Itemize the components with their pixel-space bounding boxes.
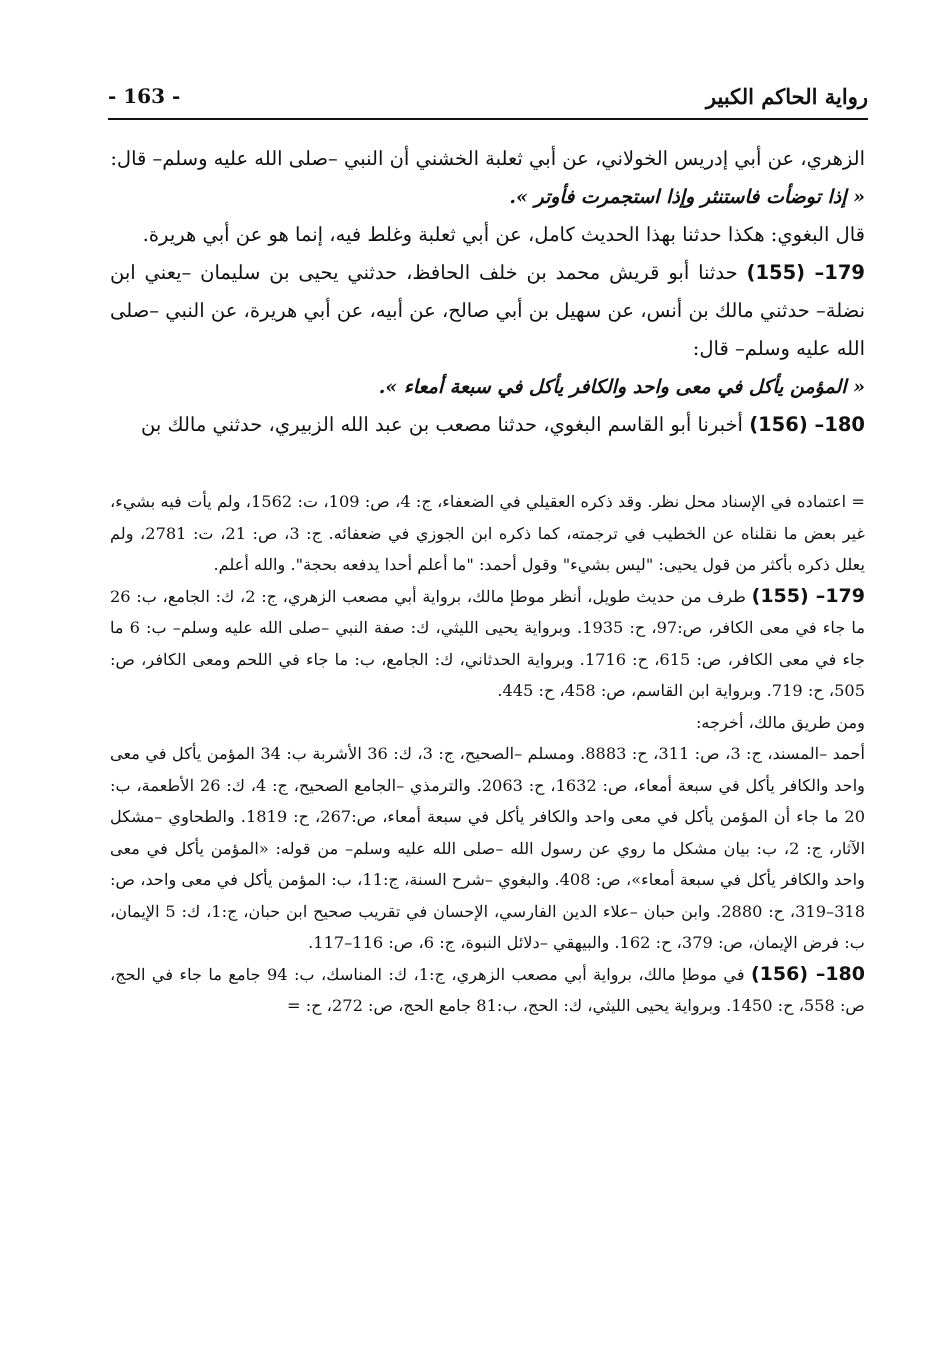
entry-text: حدثنا أبو قريش محمد بن خلف الحافظ، حدثني يحيى بن سليمان –يعني ابن نضلة– حدثني مالك بن أنس، عن سهيل بن أبي صالح، عن أبيه، عن أبي هريرة، عن النبي –صلى الله عليه وسلم– قال:	[110, 261, 865, 360]
footnote-text: في موطإ مالك، برواية أبي مصعب الزهري، ج:1، ك: المناسك، ب: 94 جامع ما جاء في الحج، ص: 558، ح: 1450. وبرواية يحيى الليثي، ك: الحج، ب:81 جامع الحج، ص: 272، ح: =	[110, 964, 865, 1015]
footnote-intro: ومن طريق مالك، أخرجه:	[695, 712, 865, 732]
page-header	[108, 78, 868, 118]
running-title: رواية الحاكم الكبير	[705, 84, 868, 109]
footnote-text: طرف من حديث طويل، أنظر موطإ مالك، برواية أبي مصعب الزهري، ج: 2، ك: الجامع، ب: 26 ما جاء في معى الكافر، ص:97، ح: 1935. وبرواية يحيى الليثي، ك: صفة النبي –صلى الله عليه وسلم– ب: 6 ما جاء في معى الكافر، ص: 615، ح: 1716. وبرواية الحدثاني، ك: الجامع، ب: ما جاء في اللحم ومعى الكافر، ص: 505، ح: 719. وبرواية ابن القاسم، ص: 458، ح: 445.	[110, 586, 865, 700]
footnotes	[110, 486, 865, 1022]
footnote-number: 179– (155)	[751, 584, 865, 607]
footnote-179	[110, 581, 865, 707]
hadith-text: « إذا توضأت فاستنثر وإذا استجمرت فأوتر ».	[509, 186, 865, 208]
hadith-quote	[110, 368, 865, 406]
hadith-text: « المؤمن يأكل في معى واحد والكافر يأكل في سبعة أمعاء ».	[378, 376, 865, 398]
footnote-sources: أحمد –المسند، ج: 3، ص: 311، ح: 8883. ومسلم –الصحيح، ج: 3، ك: 36 الأشربة ب: 34 المؤمن يأكل في معى واحد والكافر يأكل في سبعة أمعاء، ص: 1632، ح: 2063. والترمذي –الجامع الصحيح، ج: 4، ك: 26 الأطعمة، ب: 20 ما جاء أن المؤمن يأكل في معى واحد والكافر يأكل في سبعة أمعاء، ص:267، ح: 1819. والطحاوي –مشكل الآثار، ج: 2، ب: بيان مشكل ما روي عن رسول الله –صلى الله عليه وسلم– من قوله: «المؤمن يأكل في معى واحد والكافر يأكل في سبعة أمعاء»، ص: 408. والبغوي –شرح السنة، ج:11، ب: المؤمن يأكل في معى واحد، ص: 318–319، ح: 2880. وابن حبان –علاء الدين الفارسي، الإحسان في تقريب صحيح ابن حبان، ج:1، ك: 5 الإيمان، ب: فرض الإيمان، ص: 379، ح: 162. والبيهقي –دلائل النبوة، ج: 6، ص: 116–117.	[110, 744, 866, 952]
hadith-entry-179	[110, 254, 865, 368]
entry-number: 179– (155)	[746, 261, 866, 284]
header-divider	[108, 118, 868, 120]
main-text	[110, 140, 865, 444]
entry-number: 180– (156)	[749, 413, 865, 436]
hadith-quote	[110, 178, 865, 216]
footnote-180	[110, 959, 865, 1022]
hadith-entry-180	[110, 406, 865, 444]
page-number: - 163 -	[108, 84, 181, 108]
text-line: قال البغوي: هكذا حدثنا بهذا الحديث كامل، عن أبي ثعلبة وغلط فيه، إنما هو عن أبي هريرة.	[142, 223, 865, 246]
footnote-continuation: = اعتماده في الإسناد محل نظر. وقد ذكره العقيلي في الضعفاء، ج: 4، ص: 109، ت: 1562، ولم يأت فيه بشيء، غير بعض ما نقلناه عن الخطيب في ترجمته، كما ذكره ابن الجوزي في ضعفائه. ج: 3، ص: 21، ت: 2781، ولم يعلل ذكره بأكثر من قول يحيى: "ليس بشيء" وقول أحمد: "ما أعلم أحدا يدفعه بحجة". والله أعلم.	[110, 492, 865, 574]
text-line: الزهري، عن أبي إدريس الخولاني، عن أبي ثعلبة الخشني أن النبي –صلى الله عليه وسلم– قال:	[110, 147, 865, 170]
footnote-number: 180– (156)	[750, 962, 865, 985]
entry-text: أخبرنا أبو القاسم البغوي، حدثنا مصعب بن عبد الله الزبيري، حدثني مالك بن	[141, 413, 743, 436]
